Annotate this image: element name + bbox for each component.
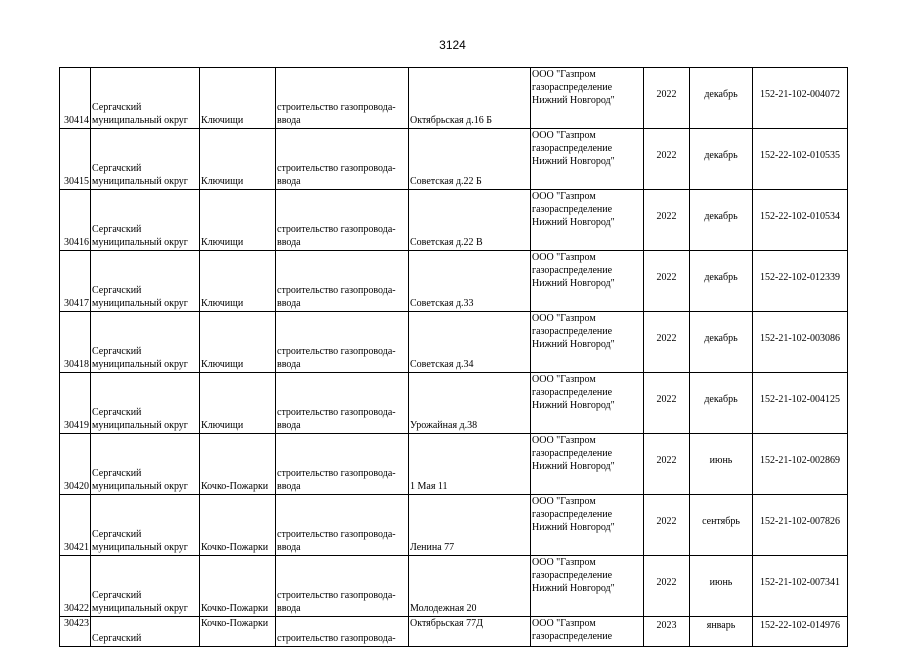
work-type-cell-line: ввода xyxy=(277,542,301,553)
municipality-cell-line: Сергачский xyxy=(92,102,142,113)
table-row xyxy=(60,129,848,190)
work-type-cell-line: строительство газопровода- xyxy=(277,529,396,540)
table-row xyxy=(60,373,848,434)
work-type-cell-line: строительство газопровода- xyxy=(277,590,396,601)
year-cell: 2022 xyxy=(644,556,690,617)
work-type-cell xyxy=(276,68,409,129)
organization-cell xyxy=(531,190,644,251)
work-type-cell-line: ввода xyxy=(277,115,301,126)
organization-cell-line: газораспределение xyxy=(532,570,613,581)
row-number: 30422 xyxy=(60,556,91,617)
table-row xyxy=(60,556,848,617)
organization-cell-line: Нижний Новгород" xyxy=(532,217,615,228)
year-cell: 2022 xyxy=(644,373,690,434)
month-cell: декабрь xyxy=(690,251,753,312)
organization-cell-line: газораспределение xyxy=(532,265,613,276)
row-number: 30420 xyxy=(60,434,91,495)
organization-cell-line: Нижний Новгород" xyxy=(532,95,615,106)
row-number: 30419 xyxy=(60,373,91,434)
year-cell: 2022 xyxy=(644,190,690,251)
row-number: 30421 xyxy=(60,495,91,556)
table-row xyxy=(60,251,848,312)
month-cell: декабрь xyxy=(690,68,753,129)
organization-cell-line: Нижний Новгород" xyxy=(532,278,615,289)
address-cell: Октябрьская 77Д xyxy=(409,617,531,647)
work-type-cell xyxy=(276,251,409,312)
locality-cell: Ключищи xyxy=(200,129,276,190)
work-type-cell xyxy=(276,129,409,190)
work-type-cell-line: строительство газопровода- xyxy=(277,407,396,418)
municipality-cell-line: Сергачский xyxy=(92,163,142,174)
work-type-cell-line: строительство газопровода- xyxy=(277,102,396,113)
year-cell: 2022 xyxy=(644,68,690,129)
month-cell: декабрь xyxy=(690,190,753,251)
code-cell: 152-21-102-004072 xyxy=(753,68,848,129)
work-type-cell xyxy=(276,434,409,495)
organization-cell-line: ООО "Газпром xyxy=(532,496,596,507)
municipality-cell-line: муниципальный округ xyxy=(92,359,188,370)
year-cell: 2022 xyxy=(644,495,690,556)
organization-cell-line: газораспределение xyxy=(532,82,613,93)
code-cell: 152-22-102-010535 xyxy=(753,129,848,190)
municipality-cell-line: муниципальный округ xyxy=(92,298,188,309)
work-type-cell-line: ввода xyxy=(277,237,301,248)
address-cell: Ленина 77 xyxy=(409,495,531,556)
table-row xyxy=(60,190,848,251)
locality-cell: Ключищи xyxy=(200,190,276,251)
organization-cell-line: ООО "Газпром xyxy=(532,69,596,80)
organization-cell-line: газораспределение xyxy=(532,204,613,215)
organization-cell-line: Нижний Новгород" xyxy=(532,339,615,350)
work-type-cell xyxy=(276,190,409,251)
page-number: 3124 xyxy=(439,38,466,52)
organization-cell-line: ООО "Газпром xyxy=(532,191,596,202)
municipality-cell xyxy=(91,68,200,129)
row-number: 30423 xyxy=(60,617,91,647)
organization-cell-line: ООО "Газпром xyxy=(532,618,596,629)
municipality-cell-line: муниципальный округ xyxy=(92,481,188,492)
work-type-cell-line: ввода xyxy=(277,176,301,187)
locality-cell: Кочко-Пожарки xyxy=(200,434,276,495)
table-row xyxy=(60,434,848,495)
work-type-cell-line: ввода xyxy=(277,603,301,614)
organization-cell-line: Нижний Новгород" xyxy=(532,583,615,594)
code-cell: 152-21-102-007826 xyxy=(753,495,848,556)
organization-cell xyxy=(531,312,644,373)
municipality-cell-line: Сергачский xyxy=(92,285,142,296)
year-cell: 2022 xyxy=(644,251,690,312)
organization-cell xyxy=(531,434,644,495)
organization-cell-line: газораспределение xyxy=(532,509,613,520)
table-container xyxy=(59,67,847,644)
municipality-cell xyxy=(91,251,200,312)
municipality-cell-line: муниципальный округ xyxy=(92,115,188,126)
work-type-cell-line: ввода xyxy=(277,359,301,370)
address-cell: Урожайная д.38 xyxy=(409,373,531,434)
municipality-cell-line: Сергачский xyxy=(92,224,142,235)
code-cell: 152-22-102-012339 xyxy=(753,251,848,312)
year-cell: 2022 xyxy=(644,434,690,495)
municipality-cell-line: Сергачский xyxy=(92,529,142,540)
municipality-cell xyxy=(91,434,200,495)
month-cell: декабрь xyxy=(690,312,753,373)
year-cell: 2023 xyxy=(644,617,690,647)
organization-cell-line: Нижний Новгород" xyxy=(532,522,615,533)
organization-cell-line: ООО "Газпром xyxy=(532,435,596,446)
municipality-cell xyxy=(91,312,200,373)
code-cell: 152-22-102-010534 xyxy=(753,190,848,251)
organization-cell xyxy=(531,495,644,556)
work-type-cell-line: строительство газопровода- xyxy=(277,224,396,235)
address-cell: Советская д.34 xyxy=(409,312,531,373)
address-cell: Советская д.33 xyxy=(409,251,531,312)
row-number: 30416 xyxy=(60,190,91,251)
organization-cell-line: Нижний Новгород" xyxy=(532,156,615,167)
organization-cell xyxy=(531,251,644,312)
organization-cell-line: газораспределение xyxy=(532,448,613,459)
table-row xyxy=(60,495,848,556)
organization-cell-line: ООО "Газпром xyxy=(532,313,596,324)
gas-connections-table xyxy=(59,67,848,647)
code-cell: 152-22-102-014976 xyxy=(753,617,848,647)
municipality-cell xyxy=(91,556,200,617)
table-body xyxy=(60,68,848,647)
work-type-cell-line: строительство газопровода- xyxy=(277,285,396,296)
table-row xyxy=(60,68,848,129)
month-cell: июнь xyxy=(690,556,753,617)
work-type-cell-line: строительство газопровода- xyxy=(277,468,396,479)
municipality-cell-line: муниципальный округ xyxy=(92,237,188,248)
code-cell: 152-21-102-003086 xyxy=(753,312,848,373)
municipality-cell xyxy=(91,495,200,556)
organization-cell xyxy=(531,373,644,434)
municipality-cell: Сергачский xyxy=(91,617,200,647)
address-cell: Советская д.22 В xyxy=(409,190,531,251)
locality-cell: Ключищи xyxy=(200,251,276,312)
municipality-cell-line: муниципальный округ xyxy=(92,603,188,614)
month-cell: декабрь xyxy=(690,129,753,190)
organization-cell-line: газораспределение xyxy=(532,143,613,154)
work-type-cell-line: ввода xyxy=(277,298,301,309)
municipality-cell-line: Сергачский xyxy=(92,407,142,418)
municipality-cell-line: муниципальный округ xyxy=(92,542,188,553)
locality-cell: Ключищи xyxy=(200,68,276,129)
year-cell: 2022 xyxy=(644,129,690,190)
organization-cell-line: ООО "Газпром xyxy=(532,374,596,385)
locality-cell: Кочко-Пожарки xyxy=(200,556,276,617)
organization-cell-line: газораспределение xyxy=(532,326,613,337)
organization-cell-line: Нижний Новгород" xyxy=(532,400,615,411)
row-number: 30417 xyxy=(60,251,91,312)
month-cell: июнь xyxy=(690,434,753,495)
month-cell: декабрь xyxy=(690,373,753,434)
municipality-cell xyxy=(91,129,200,190)
work-type-cell xyxy=(276,495,409,556)
organization-cell-line: газораспределение xyxy=(532,631,613,642)
year-cell: 2022 xyxy=(644,312,690,373)
address-cell: 1 Мая 11 xyxy=(409,434,531,495)
address-cell: Молодежная 20 xyxy=(409,556,531,617)
work-type-cell: строительство газопровода- xyxy=(276,617,409,647)
organization-cell xyxy=(531,556,644,617)
work-type-cell-line: строительство газопровода- xyxy=(277,163,396,174)
municipality-cell xyxy=(91,373,200,434)
organization-cell xyxy=(531,617,644,647)
municipality-cell-line: Сергачский xyxy=(92,468,142,479)
code-cell: 152-21-102-007341 xyxy=(753,556,848,617)
locality-cell: Кочко-Пожарки xyxy=(200,617,276,647)
table-row xyxy=(60,617,848,647)
organization-cell-line: газораспределение xyxy=(532,387,613,398)
address-cell: Октябрьская д.16 Б xyxy=(409,68,531,129)
work-type-cell-line: ввода xyxy=(277,481,301,492)
table-row xyxy=(60,312,848,373)
locality-cell: Ключищи xyxy=(200,373,276,434)
code-cell: 152-21-102-004125 xyxy=(753,373,848,434)
row-number: 30415 xyxy=(60,129,91,190)
row-number: 30418 xyxy=(60,312,91,373)
work-type-cell xyxy=(276,556,409,617)
month-cell: сентябрь xyxy=(690,495,753,556)
organization-cell-line: ООО "Газпром xyxy=(532,252,596,263)
address-cell: Советская д.22 Б xyxy=(409,129,531,190)
row-number: 30414 xyxy=(60,68,91,129)
municipality-cell-line: муниципальный округ xyxy=(92,420,188,431)
municipality-cell-line: Сергачский xyxy=(92,346,142,357)
locality-cell: Ключищи xyxy=(200,312,276,373)
work-type-cell-line: ввода xyxy=(277,420,301,431)
organization-cell-line: ООО "Газпром xyxy=(532,557,596,568)
municipality-cell-line: Сергачский xyxy=(92,590,142,601)
organization-cell-line: Нижний Новгород" xyxy=(532,461,615,472)
municipality-cell-line: муниципальный округ xyxy=(92,176,188,187)
work-type-cell-line: строительство газопровода- xyxy=(277,346,396,357)
month-cell: январь xyxy=(690,617,753,647)
organization-cell xyxy=(531,68,644,129)
locality-cell: Кочко-Пожарки xyxy=(200,495,276,556)
organization-cell xyxy=(531,129,644,190)
work-type-cell xyxy=(276,373,409,434)
code-cell: 152-21-102-002869 xyxy=(753,434,848,495)
municipality-cell xyxy=(91,190,200,251)
organization-cell-line: ООО "Газпром xyxy=(532,130,596,141)
work-type-cell xyxy=(276,312,409,373)
